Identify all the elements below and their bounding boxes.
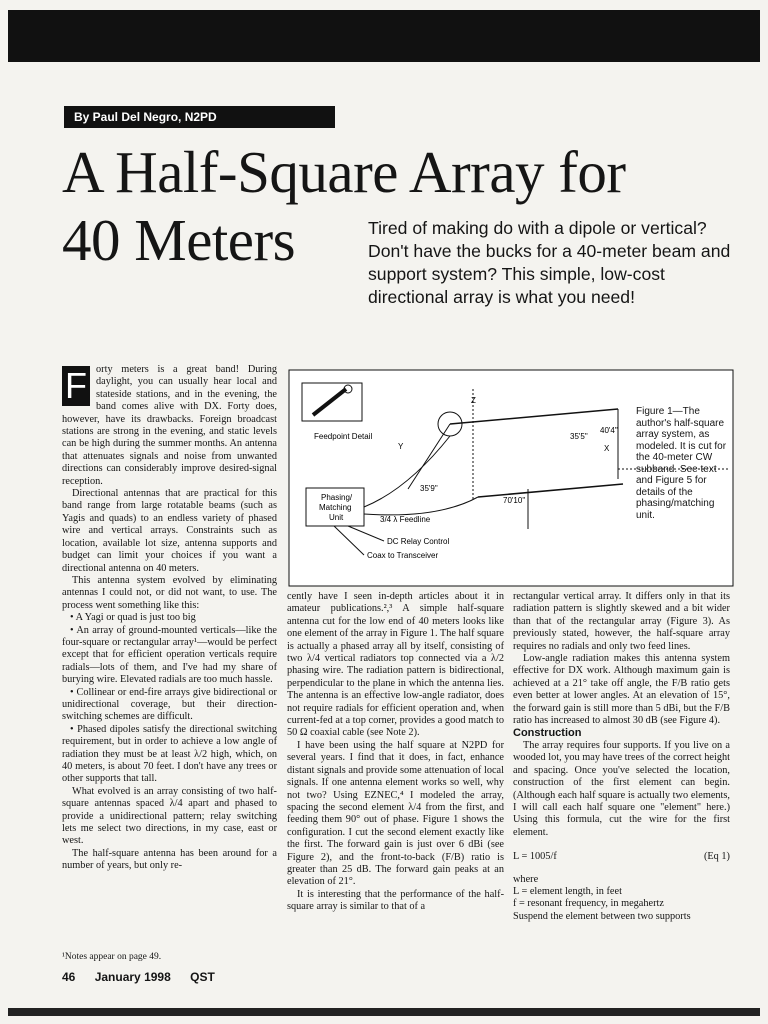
bullet-item: • An array of ground-mounted verticals—like the four-square or rectangular array¹—would be perfect except that for efficient operation verticals require radials—lots of them, and I've had my share of burying wire. Elevated radials are too much hassle.: [62, 624, 277, 686]
bullet-item: • Collinear or end-fire arrays give bidirectional or unidirectional coverage, but their direction-switching schemes are difficult.: [62, 686, 277, 723]
title-line-2: 40 Meters: [62, 207, 296, 273]
column-3: [513, 591, 730, 923]
paragraph: It is interesting that the performance of the half-square array is similar to that of a: [287, 888, 504, 913]
issue-date: January 1998: [94, 970, 171, 984]
paragraph: where: [513, 873, 539, 885]
paragraph: I have been using the half square at N2PD for several years. I find that it does, in fact, enhance distant signals and provide some attenuation of local signals. If one antenna element works so well, why not two? Using EZNEC,⁴ I modeled the array, spacing the second element λ/4 from the first, and feeding them 90° out of phase. Figure 1 shows the configuration. I cut the second element exactly like the first. The forward gain is just over 6 dBi (see Figure 2), and the front-to-back (F/B) ratio is greater than 25 dB. The forward gain peaks at an elevation of 21°.: [287, 739, 504, 888]
phasing-label-3: Unit: [329, 513, 344, 522]
paragraph: Directional antennas that are practical for this band range from large rotatable beams (such as Yagis and quads) to an endless variety of phased wire and vertical arrays. Constraints such as location, available lot size, antenna supports and budget can limit your choices if you want a directional antenna on 40 meters.: [62, 488, 277, 574]
dimension-span: 40'4": [600, 426, 618, 435]
bullet-item: • A Yagi or quad is just too big: [70, 612, 196, 624]
definition: f = resonant frequency, in megahertz: [513, 898, 664, 910]
equation-text: L = 1005/f: [513, 851, 557, 863]
section-heading: Construction: [513, 727, 582, 740]
paragraph: rectangular vertical array. It differs only in that its radiation pattern is slightly skewed and a bit wider than that of the rectangular array (Figure 3). As previously stated, however, the half-square array requires no radials and only two feed lines.: [513, 591, 730, 652]
page-number: 46: [62, 970, 76, 984]
bullet-item: • Phased dipoles satisfy the directional switching requirement, but in order to achieve a low angle of radiation they must be at least λ/2 high, which, on 40 meters, is about 70 feet. I don't have any trees or other supports that tall.: [62, 723, 277, 785]
deck-text: Tired of making do with a dipole or vertical? Don't have the bucks for a 40-meter beam and support system? This simple, low-cost directional array is what you need!: [368, 218, 731, 307]
equation: [513, 851, 730, 863]
phasing-label-2: Matching: [319, 503, 352, 512]
feedline-label: 3/4 λ Feedline: [380, 515, 431, 524]
axis-y-label: Y: [398, 442, 404, 451]
page-footer: [62, 970, 231, 984]
title-line-1: A Half-Square Array for: [62, 139, 626, 205]
paragraph: The array requires four supports. If you live on a wooded lot, you may have trees of the correct height and spacing. Once you've selected the location, construction of the first element can begin. (Although each half square is actually two elements, I will call each half square one "element" here.) Using this formula, cut the wire for the first element.: [513, 739, 730, 838]
dimension-length: 70'10": [503, 496, 526, 505]
coax-label: Coax to Transceiver: [367, 551, 439, 560]
dimension-height: 35'5": [570, 432, 588, 441]
paragraph: The half-square antenna has been around for a number of years, but only re-: [62, 847, 277, 872]
dc-relay-label: DC Relay Control: [387, 537, 450, 546]
byline: By Paul Del Negro, N2PD: [64, 106, 335, 128]
paragraph: This antenna system evolved by eliminating antennas I could not, or did not want, to use. The process went something like this:: [62, 574, 277, 611]
paragraph: orty meters is a great band! During daylight, you can usually hear local and stateside stations, and in the evening, the band comes alive with DX. Forty does, however, have its drawbacks. Foreign broadcast stations are strong in the evening, and static levels can be high during the summer months. An antenna that attenuates signals and noise from unwanted directions can considerably improve desired-signal reception.: [62, 364, 277, 487]
paragraph: Suspend the element between two supports: [513, 910, 691, 922]
magazine-logo: QST: [190, 970, 215, 984]
figure-caption: Figure 1—The author's half-square array system, as modeled. It is cut for the 40-meter CW subband. See text and Figure 5 for details of the phasing/matching unit.: [636, 406, 727, 521]
feedpoint-label: Feedpoint Detail: [314, 432, 373, 441]
paragraph: What evolved is an array consisting of two half-square antennas spaced λ/4 apart and phased to provide a unidirectional pattern; relay switching lets me select two directions, in my case, east or west.: [62, 785, 277, 847]
dimension-spacing: 35'9": [420, 484, 438, 493]
column-1: [62, 364, 277, 873]
drop-cap: F: [62, 366, 90, 406]
definition: L = element length, in feet: [513, 885, 622, 897]
axis-x-label: X: [604, 444, 610, 453]
equation-number: (Eq 1): [703, 851, 730, 863]
paragraph: Low-angle radiation makes this antenna system effective for DX work. Although maximum gain is achieved at a 21° take off angle, the F/B ratio gets even better at lower angles. At an elevation of 15°, the forward gain is still more than 5 dBi, but the F/B ratio has increased to almost 30 dB (see Figure 4).: [513, 653, 730, 727]
bottom-rule: [8, 1008, 760, 1016]
axis-z-label: Z: [471, 396, 476, 405]
column-2: [287, 591, 504, 914]
footnote: ¹Notes appear on page 49.: [62, 952, 162, 962]
paragraph: cently have I seen in-depth articles about it in amateur publications.²,³ A simple half-square antenna cut for the low end of 40 meters looks like one element of the array in Figure 1. The half square is actually a phased array all by itself, consisting of two λ/4 vertical radiators top connected via a λ/2 phasing wire. The radiation pattern is bidirectional, perpendicular to the plane in which the antenna lies. The antenna is an effective low-angle radiator, does not require radials for efficient operation and, when current-fed at a top corner, provides a good match to 50 Ω coaxial cable (see Note 2).: [287, 591, 504, 739]
phasing-label-1: Phasing/: [321, 493, 353, 502]
top-banner: [8, 10, 760, 62]
